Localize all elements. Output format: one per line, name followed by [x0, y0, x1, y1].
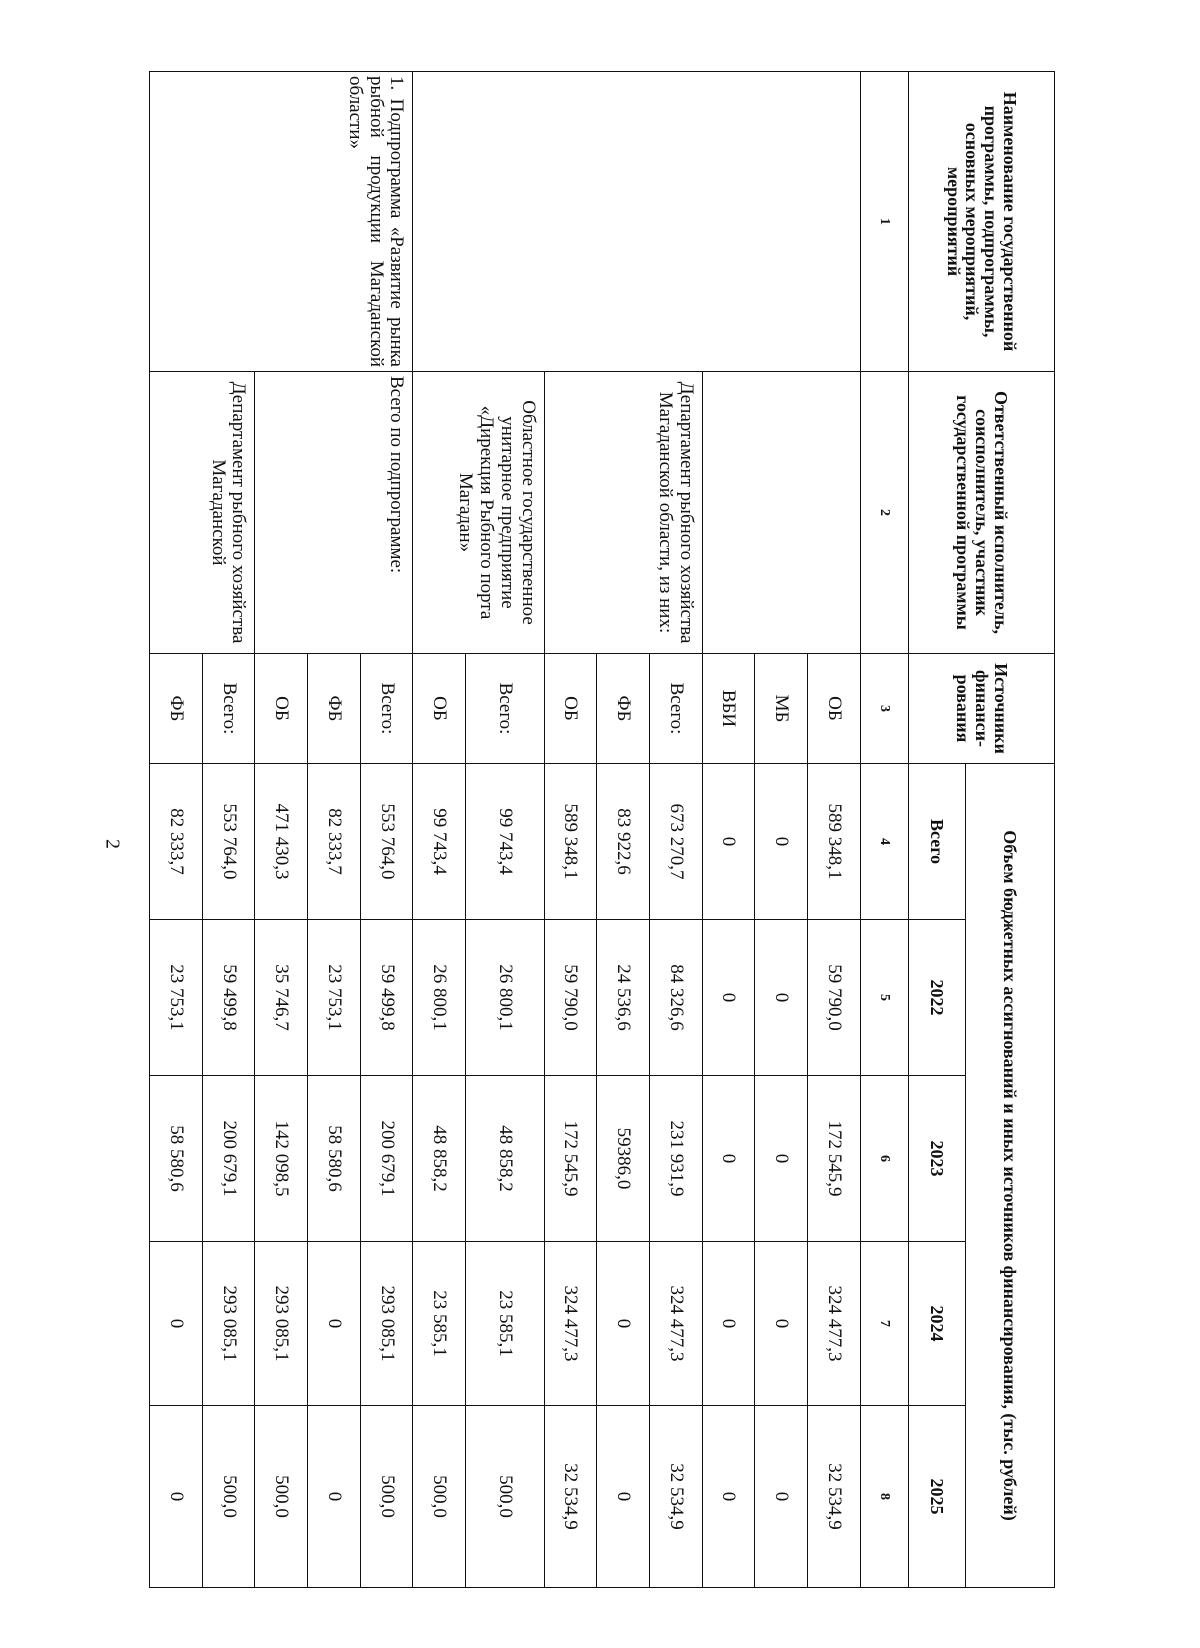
value-cell: 200 679,1 — [360, 1076, 413, 1242]
header-year-2023: 2023 — [909, 1076, 966, 1242]
executor-cell: Областное государственное унитарное предприятие «Дирекция Рыбного порта Магадан» — [413, 372, 544, 654]
value-cell: 26 800,1 — [466, 920, 544, 1076]
value-cell: 26 800,1 — [413, 920, 466, 1076]
value-cell: 0 — [755, 1406, 808, 1588]
value-cell: 32 534,9 — [544, 1406, 597, 1588]
table-row — [807, 72, 860, 1588]
value-cell: 59 790,0 — [807, 920, 860, 1076]
value-cell: 324 477,3 — [649, 1242, 702, 1406]
value-cell: 0 — [755, 1242, 808, 1406]
column-number: 8 — [860, 1406, 908, 1588]
value-cell: 0 — [702, 764, 755, 920]
value-cell: 0 — [597, 1242, 650, 1406]
source-cell: Всего: — [202, 654, 255, 764]
value-cell: 32 534,9 — [807, 1406, 860, 1588]
value-cell: 0 — [150, 1406, 203, 1588]
source-cell: Всего: — [466, 654, 544, 764]
column-number: 3 — [860, 654, 908, 764]
value-cell: 293 085,1 — [202, 1242, 255, 1406]
value-cell: 82 333,7 — [308, 764, 361, 920]
value-cell: 0 — [702, 1406, 755, 1588]
source-cell: ОБ — [413, 654, 466, 764]
value-cell: 58 580,6 — [150, 1076, 203, 1242]
value-cell: 553 764,0 — [202, 764, 255, 920]
value-cell: 500,0 — [413, 1406, 466, 1588]
value-cell: 589 348,1 — [807, 764, 860, 920]
column-number: 4 — [860, 764, 908, 920]
header-funding-source: Источники финанси-рования — [909, 654, 1055, 764]
table-row — [360, 72, 413, 1588]
value-cell: 0 — [755, 764, 808, 920]
source-cell: ФБ — [150, 654, 203, 764]
value-cell: 0 — [308, 1406, 361, 1588]
value-cell: 58 580,6 — [308, 1076, 361, 1242]
value-cell: 83 922,6 — [597, 764, 650, 920]
header-program-name: Наименование государственной программы, подпрограммы, основных мероприятий, мероприятий — [909, 72, 1055, 372]
value-cell: 589 348,1 — [544, 764, 597, 920]
value-cell: 59 499,8 — [360, 920, 413, 1076]
value-cell: 59 499,8 — [202, 920, 255, 1076]
value-cell: 172 545,9 — [807, 1076, 860, 1242]
value-cell: 84 326,6 — [649, 920, 702, 1076]
value-cell: 99 743,4 — [413, 764, 466, 920]
value-cell: 293 085,1 — [360, 1242, 413, 1406]
value-cell: 24 536,6 — [597, 920, 650, 1076]
value-cell: 0 — [702, 920, 755, 1076]
executor-cell — [702, 372, 860, 654]
value-cell: 471 430,3 — [255, 764, 308, 920]
executor-cell: Департамент рыбного хозяйства Магаданской области, из них: — [544, 372, 702, 654]
value-cell: 200 679,1 — [202, 1076, 255, 1242]
value-cell: 0 — [308, 1242, 361, 1406]
value-cell: 500,0 — [360, 1406, 413, 1588]
header-year-2022: 2022 — [909, 920, 966, 1076]
value-cell: 142 098,5 — [255, 1076, 308, 1242]
source-cell: ВБИ — [702, 654, 755, 764]
value-cell: 23 585,1 — [466, 1242, 544, 1406]
value-cell: 59386,0 — [597, 1076, 650, 1242]
source-cell: Всего: — [360, 654, 413, 764]
value-cell: 0 — [702, 1076, 755, 1242]
value-cell: 500,0 — [466, 1406, 544, 1588]
page-number: 2 — [101, 839, 124, 849]
header-year-2024: 2024 — [909, 1242, 966, 1406]
source-cell: ОБ — [807, 654, 860, 764]
source-cell: МБ — [755, 654, 808, 764]
source-cell: ОБ — [255, 654, 308, 764]
value-cell: 0 — [702, 1242, 755, 1406]
column-number-row — [860, 72, 908, 1588]
value-cell: 82 333,7 — [150, 764, 203, 920]
subprogram-name-cell: 1. Подпрограмма «Развитие рынка рыбной продукции Магаданской области» — [150, 72, 413, 372]
program-name-cell — [413, 72, 860, 372]
source-cell: ФБ — [597, 654, 650, 764]
value-cell: 23 585,1 — [413, 1242, 466, 1406]
value-cell: 673 270,7 — [649, 764, 702, 920]
column-number: 1 — [860, 72, 908, 372]
value-cell: 324 477,3 — [544, 1242, 597, 1406]
header-executor: Ответственный исполнитель, соисполнитель, участник государственной программы — [909, 372, 1055, 654]
column-number: 5 — [860, 920, 908, 1076]
value-cell: 48 858,2 — [466, 1076, 544, 1242]
value-cell: 23 753,1 — [150, 920, 203, 1076]
value-cell: 500,0 — [202, 1406, 255, 1588]
budget-table — [149, 71, 1055, 1588]
value-cell: 0 — [755, 1076, 808, 1242]
column-number: 7 — [860, 1242, 908, 1406]
value-cell: 0 — [755, 920, 808, 1076]
column-number: 6 — [860, 1076, 908, 1242]
value-cell: 293 085,1 — [255, 1242, 308, 1406]
value-cell: 48 858,2 — [413, 1076, 466, 1242]
source-cell: ОБ — [544, 654, 597, 764]
value-cell: 32 534,9 — [649, 1406, 702, 1588]
header-funding-volume: Объем бюджетных ассигнований и иных источников финансирования, (тыс. рублей) — [966, 764, 1055, 1588]
header-year-total: Всего — [909, 764, 966, 920]
value-cell: 0 — [150, 1242, 203, 1406]
value-cell: 23 753,1 — [308, 920, 361, 1076]
column-number: 2 — [860, 372, 908, 654]
value-cell: 500,0 — [255, 1406, 308, 1588]
header-year-2025: 2025 — [909, 1406, 966, 1588]
value-cell: 231 931,9 — [649, 1076, 702, 1242]
source-cell: ФБ — [308, 654, 361, 764]
value-cell: 59 790,0 — [544, 920, 597, 1076]
value-cell: 324 477,3 — [807, 1242, 860, 1406]
executor-cell: Департамент рыбного хозяйства Магаданской — [150, 372, 255, 654]
value-cell: 172 545,9 — [544, 1076, 597, 1242]
value-cell: 35 746,7 — [255, 920, 308, 1076]
executor-cell: Всего по подпрограмме: — [255, 372, 413, 654]
value-cell: 0 — [597, 1406, 650, 1588]
value-cell: 99 743,4 — [466, 764, 544, 920]
value-cell: 553 764,0 — [360, 764, 413, 920]
source-cell: Всего: — [649, 654, 702, 764]
budget-table-wrapper — [149, 71, 1200, 1530]
